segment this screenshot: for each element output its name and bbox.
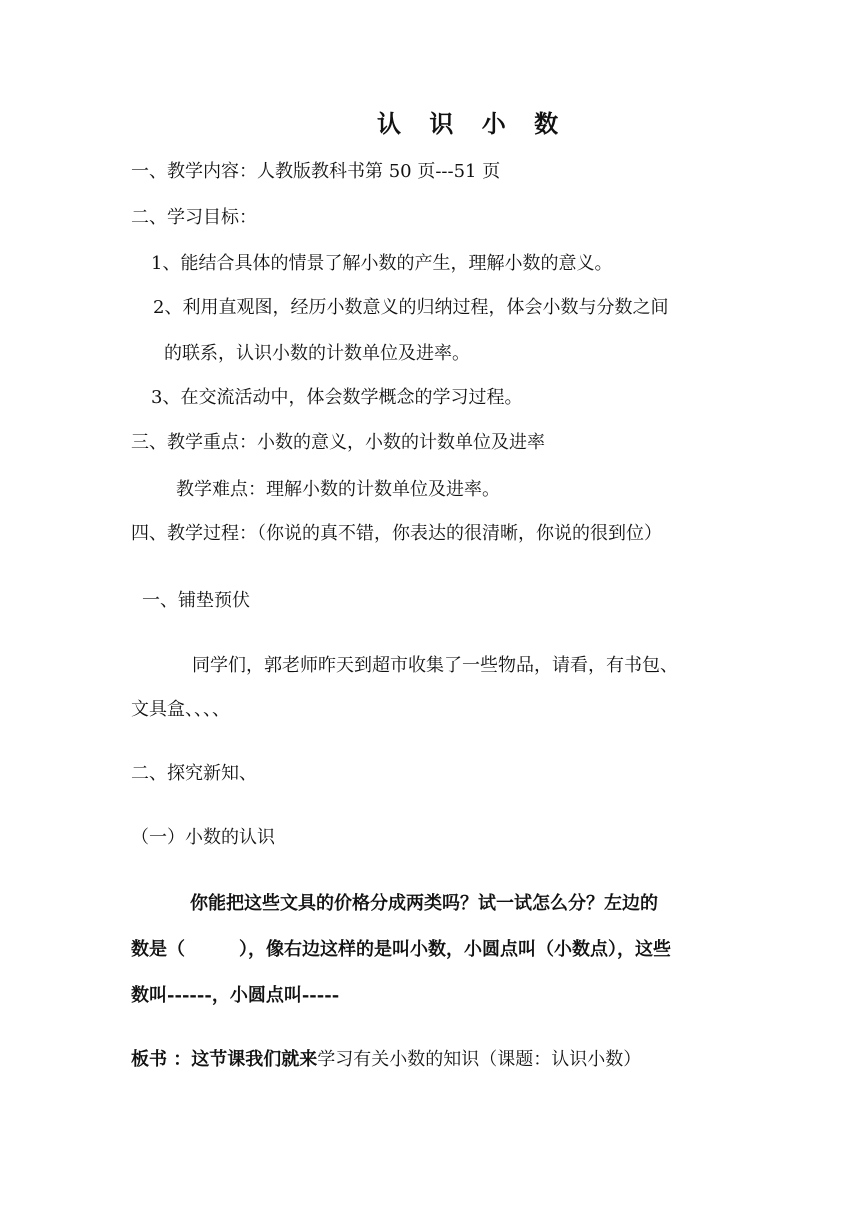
section-1-heading: 一、铺垫预伏 [142, 590, 250, 611]
question-line-a: 你能把这些文具的价格分成两类吗？试一试怎么分？左边的 [190, 893, 658, 914]
learning-goals-heading: 二、学习目标： [131, 207, 257, 228]
key-points-line: 三、教学重点：小数的意义，小数的计数单位及进率 [131, 432, 545, 453]
question-line-b: 数是（ ），像右边这样的是叫小数，小圆点叫（小数点），这些 [131, 939, 671, 960]
teaching-content-line: 一、教学内容：人教版教科书第 50 页---51 页 [131, 161, 501, 182]
section-1-paragraph-a: 同学们，郭老师昨天到超市收集了一些物品，请看，有书包、 [192, 655, 678, 676]
goal-2-line-a: 2、利用直观图，经历小数意义的归纳过程，体会小数与分数之间 [153, 297, 669, 318]
goal-1: 1、能结合具体的情景了解小数的产生，理解小数的意义。 [151, 253, 613, 274]
section-2-heading: 二、探究新知、 [131, 763, 257, 784]
goal-2-line-b: 的联系，认识小数的计数单位及进率。 [164, 343, 470, 364]
goal-3: 3、在交流活动中，体会数学概念的学习过程。 [151, 387, 523, 408]
section-2-subheading: （一）小数的认识 [131, 827, 275, 848]
document-title: 认 识 小 数 [377, 110, 569, 138]
teaching-process-line: 四、教学过程：（你说的真不错，你表达的很清晰，你说的很到位） [131, 523, 662, 544]
board-writing-line [131, 1048, 641, 1072]
section-1-paragraph-b: 文具盒、、、、 [131, 699, 230, 720]
board-writing-normal: 学习有关小数的知识（课题：认识小数） [317, 1049, 642, 1070]
question-line-c: 数叫------，小圆点叫----- [131, 985, 340, 1006]
difficulties-line: 教学难点：理解小数的计数单位及进率。 [176, 479, 500, 500]
board-writing-bold: 板书 ：这节课我们就来 [131, 1049, 318, 1070]
